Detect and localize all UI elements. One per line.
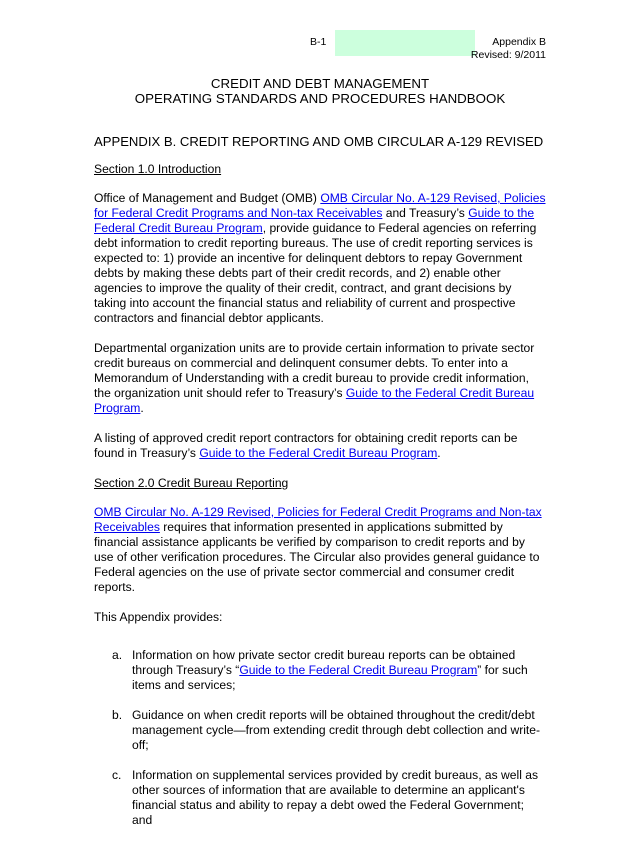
list-marker: a. [112,648,123,662]
section-1-paragraph-1 [94,191,546,326]
text-run: Departmental organization units are to provide certain information to private sector credit bureaus on commercial and delinquent consumer debts. To enter into a Memorandum of Understanding with a credit bureau to provide credit information, the organization unit should refer to Treasury’s [94,341,535,400]
list-item [94,768,546,828]
text-run: A listing of approved credit report contractors for obtaining credit reports can be found in Treasury’s [94,431,518,460]
section-1-heading: Section 1.0 Introduction [94,162,222,176]
credit-bureau-guide-link[interactable]: Guide to the Federal Credit Bureau Program [239,663,478,677]
page-number: B-1 [310,36,327,48]
credit-bureau-guide-link[interactable]: Guide to the Federal Credit Bureau Program [199,446,438,460]
credit-bureau-guide-link[interactable]: Guide to the Federal Credit Bureau Program [94,206,535,235]
appendix-provides-list [94,648,546,828]
text-run: Information on how private sector credit bureau reports can be obtained through Treasury’s “ [132,648,516,677]
appendix-heading: APPENDIX B. CREDIT REPORTING AND OMB CIRCULAR A-129 REVISED [94,134,544,149]
text-run: Office of Management and Budget (OMB) [94,191,321,205]
text-run: . [437,446,441,460]
text-run: , provide guidance to Federal agencies on referring debt information to credit reporting bureaus. The use of credit reporting services is expected to: 1) provide an incentive for delinquent debtors to repay Government debts by making these debts part of their credit records, and 2) enable other agencies to improve the quality of their credit, contract, and grant decisions by taking into account the financial status and reliability of current and prospective contractors and financial debtor applicants. [94,221,537,325]
appendix-label: Appendix B [492,36,546,48]
text-run: Information on supplemental services provided by credit bureaus, as well as other sources of information that are available to determine an applicant's financial status and ability to repay a debt owed the Federal Government; and [132,768,539,827]
header-highlight-box [335,30,475,56]
credit-bureau-guide-link[interactable]: Guide to the Federal Credit Bureau Program [94,386,535,415]
list-item [94,648,546,693]
list-item [94,708,546,753]
title-line-1: CREDIT AND DEBT MANAGEMENT [210,76,430,91]
text-run: and Treasury’s [382,206,469,220]
revised-date: Revised: 9/2011 [470,49,546,61]
document-body [94,134,546,843]
title-line-2: OPERATING STANDARDS AND PROCEDURES HANDBOOK [134,91,506,106]
text-run: . [140,401,144,415]
section-1-paragraph-2 [94,341,546,416]
section-2-paragraph-2: This Appendix provides: [94,610,223,624]
section-2-heading: Section 2.0 Credit Bureau Reporting [94,476,289,490]
omb-circular-link[interactable]: OMB Circular No. A-129 Revised, Policies for Federal Credit Programs and Non-tax Receivables [94,505,542,534]
section-1-paragraph-3 [94,431,546,461]
list-marker: c. [112,768,122,782]
text-run: ” for such items and services; [132,663,528,692]
document-title [0,76,640,106]
omb-circular-link[interactable]: OMB Circular No. A-129 Revised, Policies for Federal Credit Programs and Non-tax Receivables [94,191,546,220]
text-run: requires that information presented in applications submitted by financial assistance applicants be verified by comparison to credit reports and by use of other verification procedures. The Circular also provides general guidance to Federal agencies on the use of private sector commercial and consumer credit reports. [94,520,540,594]
list-marker: b. [112,708,123,722]
text-run: Guidance on when credit reports will be obtained throughout the credit/debt management cycle—from extending credit through debt collection and write-off; [132,708,541,752]
header-right [471,36,546,62]
section-2-paragraph-1 [94,505,546,595]
